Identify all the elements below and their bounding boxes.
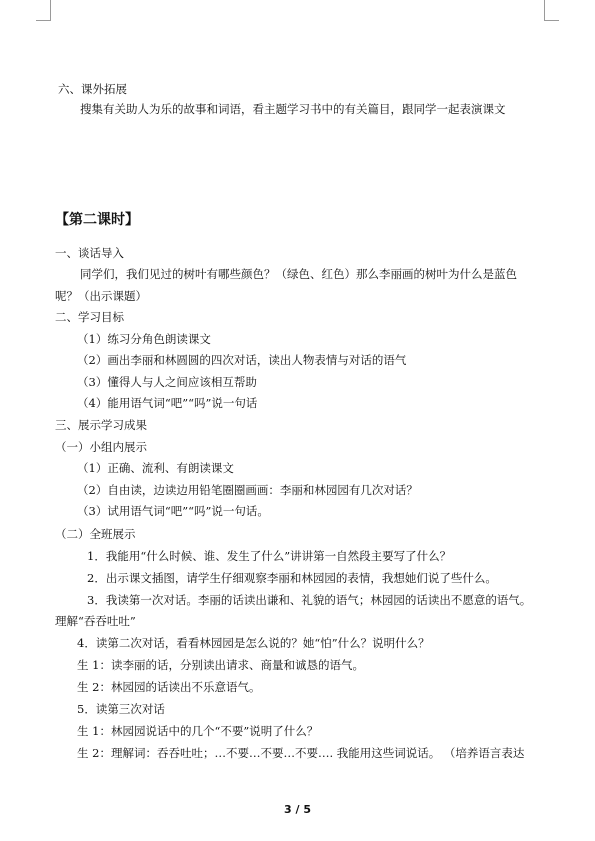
lesson-heading: 【第二课时】 (55, 212, 139, 228)
paragraph-line: 生 1：林园园说话中的几个“不要”说明了什么？ (77, 724, 319, 738)
crop-mark-top-right (544, 0, 559, 21)
section-heading: 二、学习目标 (55, 310, 124, 324)
list-item: （3）试用语气词“吧”“吗”说一句话。 (77, 504, 269, 518)
page-number: 3 / 5 (284, 803, 311, 816)
section-heading: 一、谈话导入 (55, 246, 124, 260)
list-item: 4．读第二次对话，看看林园园是怎么说的？她“怕”什么？说明什么？ (77, 636, 430, 650)
list-item: （4）能用语气词“吧”“吗”说一句话 (77, 396, 258, 410)
paragraph-line: 生 1：读李丽的话，分别读出请求、商量和诚恳的语气。 (77, 658, 364, 672)
list-item: 2．出示课文插图，请学生仔细观察李丽和林园园的表情，我想她们说了些什么。 (87, 571, 497, 585)
crop-mark-top-left (36, 0, 51, 21)
list-item: 3．我读第一次对话。李丽的话读出谦和、礼貌的语气；林园园的话读出不愿意的语气。 (87, 593, 532, 607)
paragraph-line: 理解“吞吞吐吐” (55, 614, 136, 628)
subsection-heading: （二）全班展示 (55, 527, 136, 541)
section-heading: 三、展示学习成果 (55, 418, 147, 432)
list-item: （1）练习分角色朗读课文 (77, 332, 211, 346)
paragraph-line: 搜集有关助人为乐的故事和词语，看主题学习书中的有关篇目，跟同学一起表演课文 (80, 102, 506, 116)
list-item: （3）懂得人与人之间应该相互帮助 (77, 375, 257, 389)
subsection-heading: （一）小组内展示 (55, 440, 147, 454)
paragraph-line: 生 2：林园园的话读出不乐意语气。 (77, 680, 261, 694)
list-item: （1）正确、流利、有朗读课文 (77, 461, 234, 475)
paragraph-line: 生 2：理解词：吞吞吐吐；…不要…不要…不要…. 我能用这些词说话。 （培养语言表达 (77, 746, 525, 760)
section-heading: 六、课外拓展 (58, 82, 127, 96)
list-item: 5．读第三次对话 (77, 702, 165, 716)
paragraph-line: 同学们，我们见过的树叶有哪些颜色？（绿色、红色）那么李丽画的树叶为什么是蓝色 (80, 267, 517, 281)
list-item: （2）画出李丽和林圆圆的四次对话，读出人物表情与对话的语气 (77, 353, 407, 367)
paragraph-line: 呢？（出示课题） (55, 289, 147, 303)
list-item: （2）自由读，边读边用铅笔圈圈画画：李丽和林园园有几次对话？ (77, 483, 418, 497)
list-item: 1．我能用“什么时候、谁、发生了什么”讲讲第一自然段主要写了什么？ (87, 549, 452, 563)
